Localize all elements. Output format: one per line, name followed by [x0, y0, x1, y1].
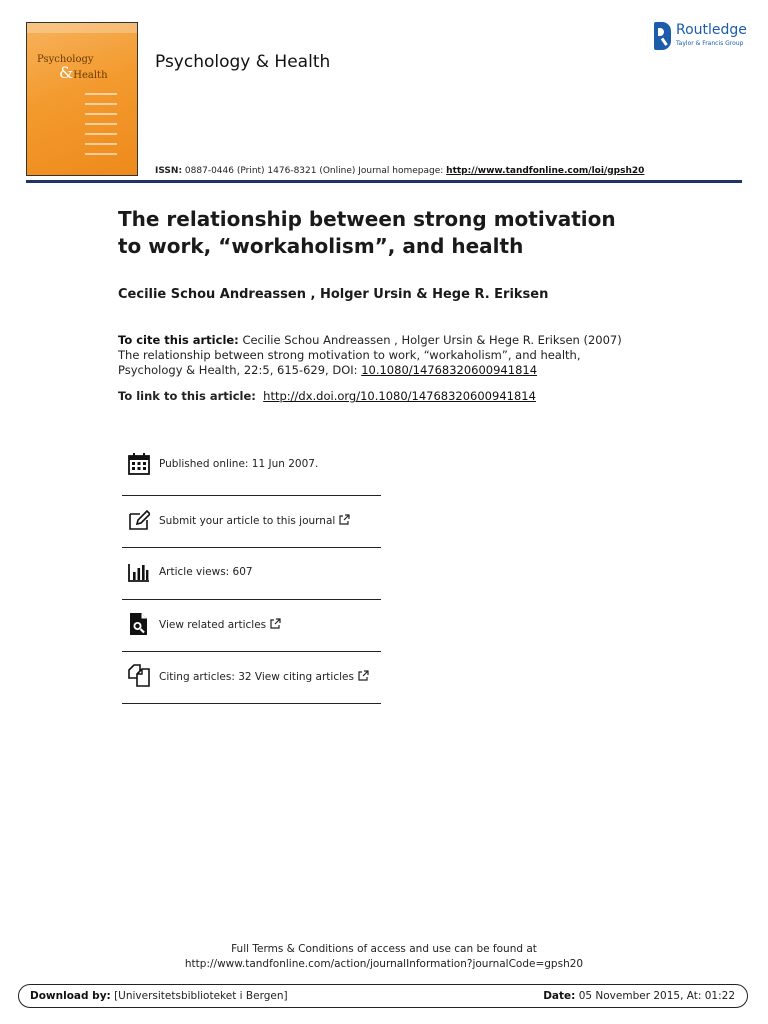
- doi-link[interactable]: 10.1080/14768320600941814: [361, 363, 538, 377]
- cite-label: To cite this article:: [118, 333, 239, 347]
- article-info-list: [122, 440, 381, 704]
- external-link-icon: [270, 618, 281, 629]
- publisher-subtitle: Taylor & Francis Group: [676, 40, 744, 47]
- external-link-icon: [358, 670, 369, 681]
- article-permalink[interactable]: http://dx.doi.org/10.1080/14768320600941814: [263, 389, 536, 403]
- search-document-icon: [128, 612, 150, 636]
- info-row-views: [122, 548, 381, 600]
- cover-decor-line: [85, 133, 117, 135]
- cover-title-line1: Psychology: [37, 54, 94, 65]
- view-related-articles-link[interactable]: [159, 618, 281, 631]
- publisher-name: Routledge: [676, 22, 747, 38]
- download-date: [543, 990, 735, 1002]
- download-info-bar: [18, 984, 748, 1008]
- info-row-submit[interactable]: [122, 496, 381, 548]
- link-label: To link to this article:: [118, 389, 256, 403]
- info-row-published: [122, 440, 381, 496]
- cover-decor-line: [85, 153, 117, 155]
- article-title: The relationship between strong motivation to work, “workaholism”, and health: [118, 207, 616, 258]
- cover-decor-line: [85, 103, 117, 105]
- submit-article-text: Submit your article to this journal: [159, 515, 336, 527]
- cover-top-strip: [27, 23, 138, 33]
- cover-decor-line: [85, 113, 117, 115]
- article-link-line: [118, 389, 536, 403]
- external-link-icon: [339, 514, 350, 525]
- citing-articles-link[interactable]: [159, 670, 369, 683]
- download-by-label: Download by:: [30, 990, 111, 1002]
- download-by-value: [Universitetsbiblioteket i Bergen]: [114, 990, 288, 1002]
- journal-name: Psychology & Health: [155, 52, 331, 72]
- terms-line1: Full Terms & Conditions of access and use can be found at: [231, 943, 537, 955]
- article-authors: Cecilie Schou Andreassen , Holger Ursin & Hege R. Eriksen: [118, 287, 549, 302]
- issn-text: 0887-0446 (Print) 1476-8321 (Online) Journal homepage:: [184, 166, 444, 176]
- edit-icon: [128, 508, 150, 532]
- submit-article-link[interactable]: [159, 514, 350, 527]
- citing-articles-text: Citing articles: 32 View citing articles: [159, 671, 354, 683]
- cover-decor-line: [85, 123, 117, 125]
- terms-notice: [0, 942, 768, 972]
- cover-decor-line: [85, 143, 117, 145]
- article-views-text: Article views: 607: [159, 566, 253, 578]
- cover-decor-line: [85, 93, 117, 95]
- download-date-label: Date:: [543, 990, 576, 1002]
- info-row-citing[interactable]: [122, 652, 381, 704]
- citing-articles-icon: [128, 664, 150, 688]
- header-divider: [26, 180, 742, 183]
- calendar-icon: [128, 452, 150, 476]
- issn-label: ISSN:: [155, 166, 183, 176]
- cover-title-line2: Health: [73, 70, 108, 81]
- download-date-value: 05 November 2015, At: 01:22: [578, 990, 735, 1002]
- download-by: [30, 990, 288, 1002]
- bar-chart-icon: [128, 560, 150, 584]
- issn-line: [155, 166, 644, 176]
- cover-title-amp: &: [59, 63, 74, 82]
- journal-cover-image: [26, 22, 138, 176]
- published-online-text: Published online: 11 Jun 2007.: [159, 458, 319, 470]
- citation-block: [118, 333, 638, 378]
- terms-url[interactable]: http://www.tandfonline.com/action/journalInformation?journalCode=gpsh20: [184, 958, 584, 970]
- routledge-logo-icon: [654, 22, 671, 50]
- info-row-related[interactable]: [122, 600, 381, 652]
- journal-homepage-link[interactable]: http://www.tandfonline.com/loi/gpsh20: [446, 166, 645, 176]
- view-related-articles-text: View related articles: [159, 619, 267, 631]
- cover-title: [37, 53, 137, 82]
- cite-text: Cecilie Schou Andreassen , Holger Ursin & Hege R. Eriksen (2007) The relationship between strong motivation to work, “workaholism”, and health, Psychology & Health, 22:5, 615-629, DOI:: [118, 333, 622, 377]
